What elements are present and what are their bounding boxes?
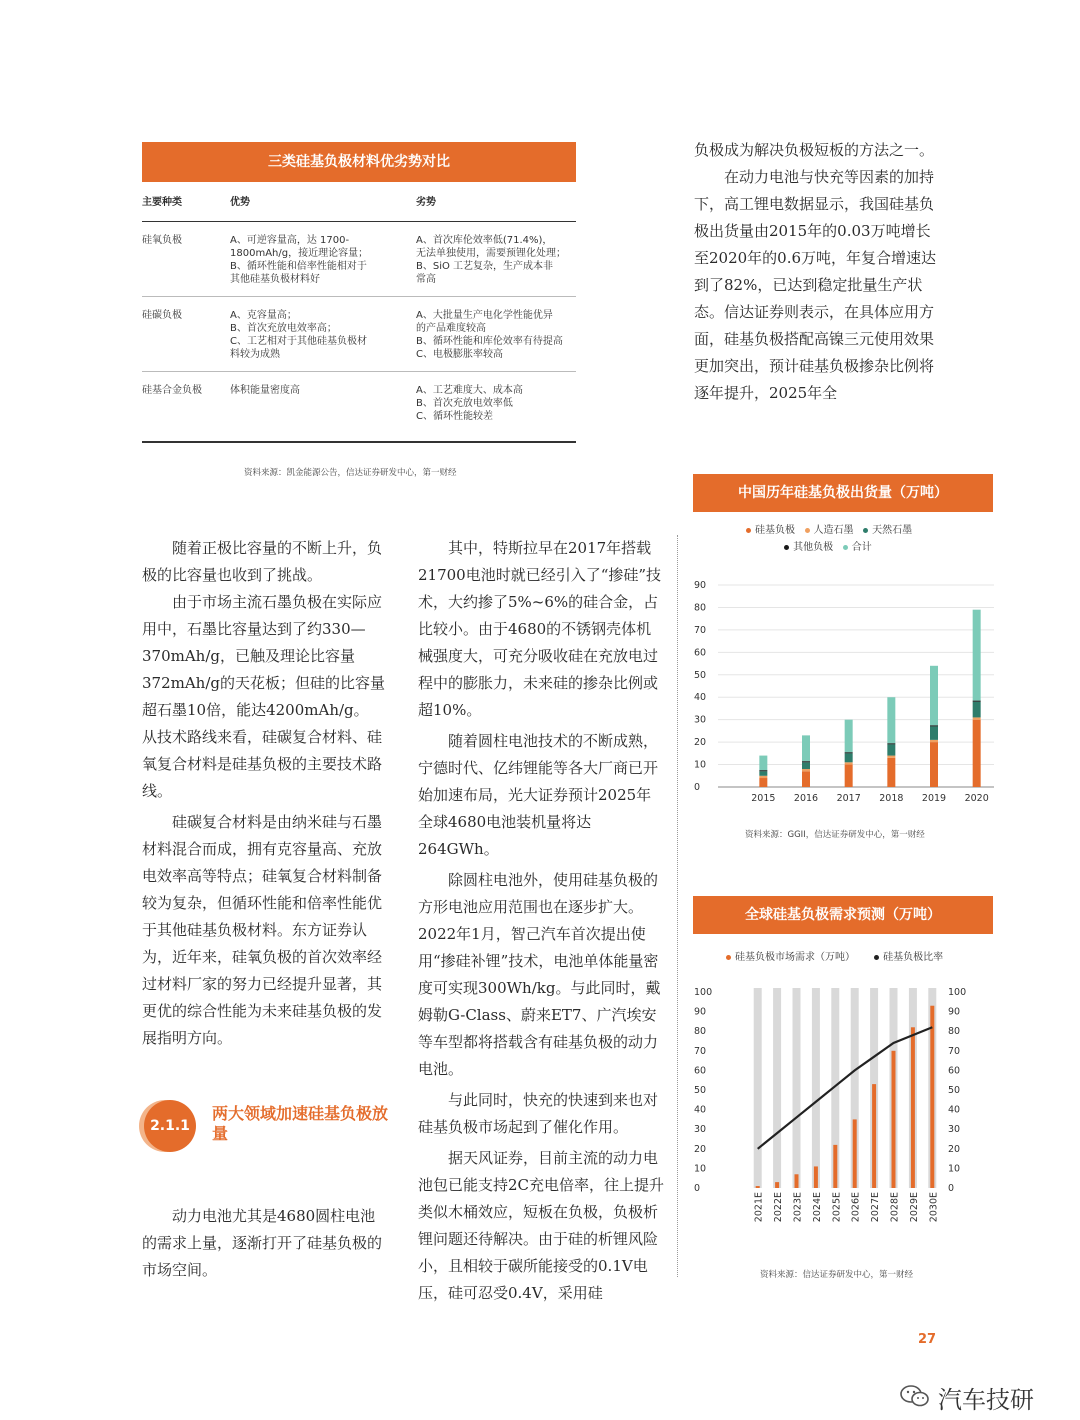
y-tick-label: 10 bbox=[694, 1163, 707, 1175]
table-row bbox=[142, 372, 576, 443]
bar-segment bbox=[930, 666, 938, 725]
paragraph: 动力电池尤其是4680圆柱电池的需求上量，逐渐打开了硅基负极的市场空间。 bbox=[142, 1207, 383, 1279]
page-number: 27 bbox=[918, 1332, 937, 1347]
y-tick-label: 80 bbox=[694, 1026, 707, 1038]
y2-tick-label: 80 bbox=[948, 1026, 961, 1038]
header-pros: 优势 bbox=[230, 188, 416, 222]
legend-label: 硅基负极比率 bbox=[883, 952, 944, 963]
x-tick-label: 2021E bbox=[753, 1192, 765, 1223]
bar-segment bbox=[887, 697, 895, 743]
legend-item bbox=[843, 542, 872, 553]
legend-dot-icon bbox=[805, 528, 810, 533]
y-tick-label: 0 bbox=[694, 782, 701, 793]
bar-segment bbox=[845, 752, 853, 753]
paragraph: 在动力电池与快充等因素的加持下，高工锂电数据显示，我国硅基负极出货量由2015年的0.03万吨增长至2020年的0.6万吨，年复合增速达到了82%，已达到稳定批量生产状态。信达证券则表示，在具体应用方面，硅基负极搭配高镍三元使用效果更加突出，预计硅基负极掺杂比例将逐年提升，2025年全 bbox=[694, 168, 937, 402]
legend-label: 其他负极 bbox=[793, 542, 834, 553]
legend-item bbox=[874, 952, 943, 963]
bar bbox=[756, 1186, 760, 1188]
legend-dot-icon bbox=[843, 545, 848, 550]
y-tick-label: 70 bbox=[694, 624, 707, 636]
legend-dot-icon bbox=[784, 545, 789, 550]
y2-tick-label: 90 bbox=[948, 1006, 961, 1018]
cell-line: A、可逆容量高，达 1700- bbox=[230, 235, 350, 246]
table-row bbox=[142, 297, 576, 372]
ratio-line bbox=[758, 1027, 933, 1149]
table-header-row bbox=[142, 188, 576, 222]
cell-line: 的产品难度较高 bbox=[416, 323, 486, 334]
y2-tick-label: 70 bbox=[948, 1045, 961, 1057]
y-tick-label: 100 bbox=[694, 987, 713, 998]
bar-segment bbox=[759, 771, 767, 775]
cell-line: A、克容量高； bbox=[230, 310, 297, 321]
y-tick-label: 90 bbox=[694, 580, 707, 591]
bar-segment bbox=[887, 744, 895, 755]
y2-tick-label: 60 bbox=[948, 1065, 961, 1077]
cell-cons bbox=[416, 372, 576, 443]
cell-pros bbox=[230, 297, 416, 372]
cell-pros bbox=[230, 372, 416, 443]
cell-line: A、首次库伦效率低(71.4%)， bbox=[416, 235, 553, 246]
paragraph: 随着圆柱电池技术的不断成熟，宁德时代、亿纬锂能等各大厂商已开始加速布局，光大证券预计2025年全球4680电池装机量将达264GWh。 bbox=[418, 732, 659, 858]
text-column-3 bbox=[694, 137, 940, 407]
cell-line: C、电极膨胀率较高 bbox=[416, 349, 503, 360]
y2-tick-label: 10 bbox=[948, 1163, 961, 1175]
wechat-icon bbox=[900, 1384, 930, 1408]
background-band bbox=[773, 988, 781, 1188]
y-tick-label: 60 bbox=[694, 647, 707, 659]
table-source: 资料来源：凯金能源公告，信达证券研发中心，第一财经 bbox=[244, 468, 457, 478]
chart2-source: 资料来源：信达证券研发中心，第一财经 bbox=[760, 1270, 914, 1280]
cell-line: B、循环性能和倍率性能相对于 bbox=[230, 261, 367, 272]
y2-tick-label: 100 bbox=[948, 987, 967, 998]
section-title: 两大领域加速硅基负极放量 bbox=[212, 1104, 389, 1143]
x-tick-label: 2030E bbox=[928, 1192, 940, 1223]
y-tick-label: 50 bbox=[694, 1085, 707, 1096]
text-column-1-bottom bbox=[142, 1203, 390, 1284]
x-tick-label: 2024E bbox=[811, 1192, 823, 1223]
bar-segment bbox=[759, 756, 767, 771]
bar-segment bbox=[802, 761, 810, 762]
comparison-table-title: 三类硅基负极材料优劣势对比 bbox=[142, 142, 576, 182]
x-tick-label: 2022E bbox=[773, 1192, 785, 1223]
header-type: 主要种类 bbox=[142, 188, 230, 222]
paragraph: 由于市场主流石墨负极在实际应用中，石墨比容量达到了约330—370mAh/g，已触及理论比容量372mAh/g的天花板；但硅的比容量超石墨10倍，能达4200mAh/g。 bbox=[142, 593, 386, 719]
chart1-plot bbox=[690, 565, 1000, 805]
cell-line: C、循环性能较差 bbox=[416, 411, 493, 422]
watermark-text: 汽车技研 bbox=[938, 1386, 1034, 1414]
bar-segment bbox=[973, 610, 981, 701]
x-tick-label: 2017 bbox=[836, 793, 861, 804]
x-tick-label: 2028E bbox=[889, 1192, 901, 1223]
cell-type: 硅碳负极 bbox=[142, 297, 230, 372]
bar bbox=[911, 1027, 915, 1188]
cell-line: 其他硅基负极材料好 bbox=[230, 274, 320, 285]
bar-segment bbox=[845, 753, 853, 762]
bar bbox=[795, 1174, 799, 1188]
bar-segment bbox=[973, 717, 981, 719]
chart1-legend bbox=[746, 522, 976, 556]
paragraph: 除圆柱电池外，使用硅基负极的方形电池应用范围也在逐步扩大。2022年1月，智己汽车首次提出使用“掺硅补锂”技术，电池单体能量密度可实现300Wh/kg。与此同时，戴姆勒G-Class、蔚来ET7、广汽埃安等车型都将搭载含有硅基负极的动力电池。 bbox=[418, 871, 661, 1078]
paragraph: 负极成为解决负极短板的方法之一。 bbox=[694, 141, 935, 159]
legend-label: 硅基负极 bbox=[755, 525, 795, 536]
cell-type: 硅基合金负极 bbox=[142, 372, 230, 443]
x-tick-label: 2029E bbox=[908, 1192, 920, 1223]
legend-dot-icon bbox=[863, 528, 868, 533]
section-number-badge: 2.1.1 bbox=[144, 1100, 196, 1152]
bar-segment bbox=[802, 771, 810, 787]
cell-line: B、首次充放电效率高； bbox=[230, 323, 337, 334]
bar-segment bbox=[802, 735, 810, 761]
legend-label: 合计 bbox=[851, 542, 872, 553]
y2-tick-label: 0 bbox=[948, 1183, 955, 1194]
bar bbox=[892, 1051, 896, 1188]
y2-tick-label: 30 bbox=[948, 1124, 961, 1136]
chart2-title: 全球硅基负极需求预测（万吨） bbox=[693, 896, 993, 934]
bar-segment bbox=[973, 720, 981, 787]
paragraph: 其中，特斯拉早在2017年搭载21700电池时就已经引入了“掺硅”技术，大约掺了5%~6%的硅合金，占比较小。由于4680的不锈钢壳体机械强度大，可充分吸收硅在充放电过程中的膨胀力，未来硅的掺杂比例或超10%。 bbox=[418, 539, 662, 719]
bar bbox=[814, 1166, 818, 1188]
cell-cons bbox=[416, 297, 576, 372]
y-tick-label: 20 bbox=[694, 737, 707, 749]
legend-item bbox=[726, 952, 855, 963]
cell-cons bbox=[416, 222, 576, 297]
chart1-title: 中国历年硅基负极出货量（万吨） bbox=[693, 474, 993, 512]
chart2-plot bbox=[690, 976, 1000, 1238]
cell-line: 无法单独使用，需要预锂化处理； bbox=[416, 248, 566, 259]
header-cons: 劣势 bbox=[416, 188, 576, 222]
y-tick-label: 40 bbox=[694, 692, 707, 704]
bar bbox=[833, 1145, 837, 1188]
cell-line: A、工艺难度大、成本高 bbox=[416, 385, 523, 396]
x-tick-label: 2026E bbox=[850, 1192, 862, 1223]
x-tick-label: 2027E bbox=[870, 1192, 882, 1223]
bar-segment bbox=[845, 762, 853, 764]
y-tick-label: 30 bbox=[694, 1124, 707, 1136]
y-tick-label: 0 bbox=[694, 1183, 701, 1194]
table-body bbox=[142, 222, 576, 443]
cell-line: 常高 bbox=[416, 274, 436, 285]
y-tick-label: 30 bbox=[694, 714, 707, 726]
background-band bbox=[793, 988, 801, 1188]
y-tick-label: 40 bbox=[694, 1104, 707, 1116]
bar bbox=[872, 1084, 876, 1188]
legend-item bbox=[746, 525, 795, 536]
x-tick-label: 2016 bbox=[793, 793, 819, 804]
paragraph: 据天风证券，目前主流的动力电池包已能支持2C充电倍率，往上提升类似木桶效应，短板在负极，负极析锂问题还待解决。由于硅的析锂风险小，且相较于碳所能接受的0.1V电压，硅可忍受0.4V，采用硅 bbox=[418, 1149, 665, 1302]
legend-label: 天然石墨 bbox=[872, 525, 913, 536]
text-column-1 bbox=[142, 535, 390, 1052]
y-tick-label: 90 bbox=[694, 1006, 707, 1018]
cell-line: A、大批量生产电化学性能优异 bbox=[416, 310, 553, 321]
bar-segment bbox=[930, 725, 938, 726]
comparison-table bbox=[142, 188, 576, 443]
background-band bbox=[812, 988, 820, 1188]
background-band bbox=[754, 988, 762, 1188]
legend-item bbox=[863, 525, 912, 536]
chart2-legend bbox=[726, 948, 996, 963]
bar bbox=[930, 1006, 934, 1188]
paragraph: 随着正极比容量的不断上升，负极的比容量也收到了挑战。 bbox=[142, 539, 383, 584]
paragraph: 硅碳复合材料是由纳米硅与石墨材料混合而成，拥有克容量高、充放电效率高等特点；硅氧复合材料制备较为复杂，但循环性能和倍率性能优于其他硅基负极材料。东方证券认为，近年来，硅氧负极的首次效率经过材料厂家的努力已经提升显著，其更优的综合性能为未来硅基负极的发展指明方向。 bbox=[142, 813, 383, 1047]
chart1-source: 资料来源：GGII，信达证券研发中心，第一财经 bbox=[745, 830, 925, 840]
bar-segment bbox=[930, 740, 938, 742]
cell-line: B、循环性能和库伦效率有待提高 bbox=[416, 336, 563, 347]
y-tick-label: 70 bbox=[694, 1045, 707, 1057]
cell-type: 硅氧负极 bbox=[142, 222, 230, 297]
x-tick-label: 2019 bbox=[921, 793, 947, 804]
legend-dot-icon bbox=[726, 955, 731, 960]
bar-segment bbox=[887, 756, 895, 758]
y-tick-label: 60 bbox=[694, 1065, 707, 1077]
legend-dot-icon bbox=[746, 528, 751, 533]
x-tick-label: 2020 bbox=[964, 793, 989, 804]
y-tick-label: 20 bbox=[694, 1143, 707, 1155]
cell-line: B、SiO 工艺复杂，生产成本非 bbox=[416, 261, 554, 272]
x-tick-label: 2015 bbox=[751, 793, 776, 804]
y2-tick-label: 40 bbox=[948, 1104, 961, 1116]
bar-segment bbox=[759, 776, 767, 778]
cell-pros bbox=[230, 222, 416, 297]
y2-tick-label: 50 bbox=[948, 1085, 961, 1096]
bar-segment bbox=[973, 702, 981, 718]
bar bbox=[775, 1182, 779, 1188]
x-tick-label: 2023E bbox=[792, 1192, 804, 1223]
text-column-2 bbox=[418, 535, 666, 1307]
bar-segment bbox=[802, 769, 810, 771]
cell-line: 1800mAh/g，接近理论容量； bbox=[230, 248, 369, 259]
bar-segment bbox=[802, 762, 810, 769]
y-tick-label: 50 bbox=[694, 669, 707, 681]
y-tick-label: 80 bbox=[694, 602, 707, 614]
bar-segment bbox=[887, 758, 895, 787]
legend-item bbox=[784, 542, 833, 553]
legend-label: 硅基负极市场需求（万吨） bbox=[735, 952, 855, 963]
bar-segment bbox=[930, 726, 938, 739]
paragraph: 从技术路线来看，硅碳复合材料、硅氧复合材料是硅基负极的主要技术路线。 bbox=[142, 728, 383, 800]
bar bbox=[853, 1119, 857, 1188]
bar-segment bbox=[759, 770, 767, 771]
bar-segment bbox=[759, 778, 767, 787]
legend-label: 人造石墨 bbox=[813, 525, 854, 536]
x-tick-label: 2018 bbox=[879, 793, 904, 804]
bar-segment bbox=[845, 765, 853, 787]
bar-segment bbox=[930, 742, 938, 787]
cell-line: B、首次充放电效率低 bbox=[416, 398, 513, 409]
y2-tick-label: 20 bbox=[948, 1143, 961, 1155]
y-tick-label: 10 bbox=[694, 759, 707, 771]
cell-line: 体积能量密度高 bbox=[230, 385, 300, 396]
legend-item bbox=[805, 525, 854, 536]
bar-segment bbox=[887, 743, 895, 744]
bar-segment bbox=[973, 701, 981, 702]
cell-line: 料较为成熟 bbox=[230, 349, 280, 360]
legend-dot-icon bbox=[874, 955, 879, 960]
paragraph: 与此同时，快充的快速到来也对硅基负极市场起到了催化作用。 bbox=[418, 1091, 659, 1136]
column-divider bbox=[677, 535, 678, 1277]
bar-segment bbox=[845, 720, 853, 753]
table-row bbox=[142, 222, 576, 297]
x-tick-label: 2025E bbox=[831, 1192, 843, 1223]
cell-line: C、工艺相对于其他硅基负极材 bbox=[230, 336, 367, 347]
